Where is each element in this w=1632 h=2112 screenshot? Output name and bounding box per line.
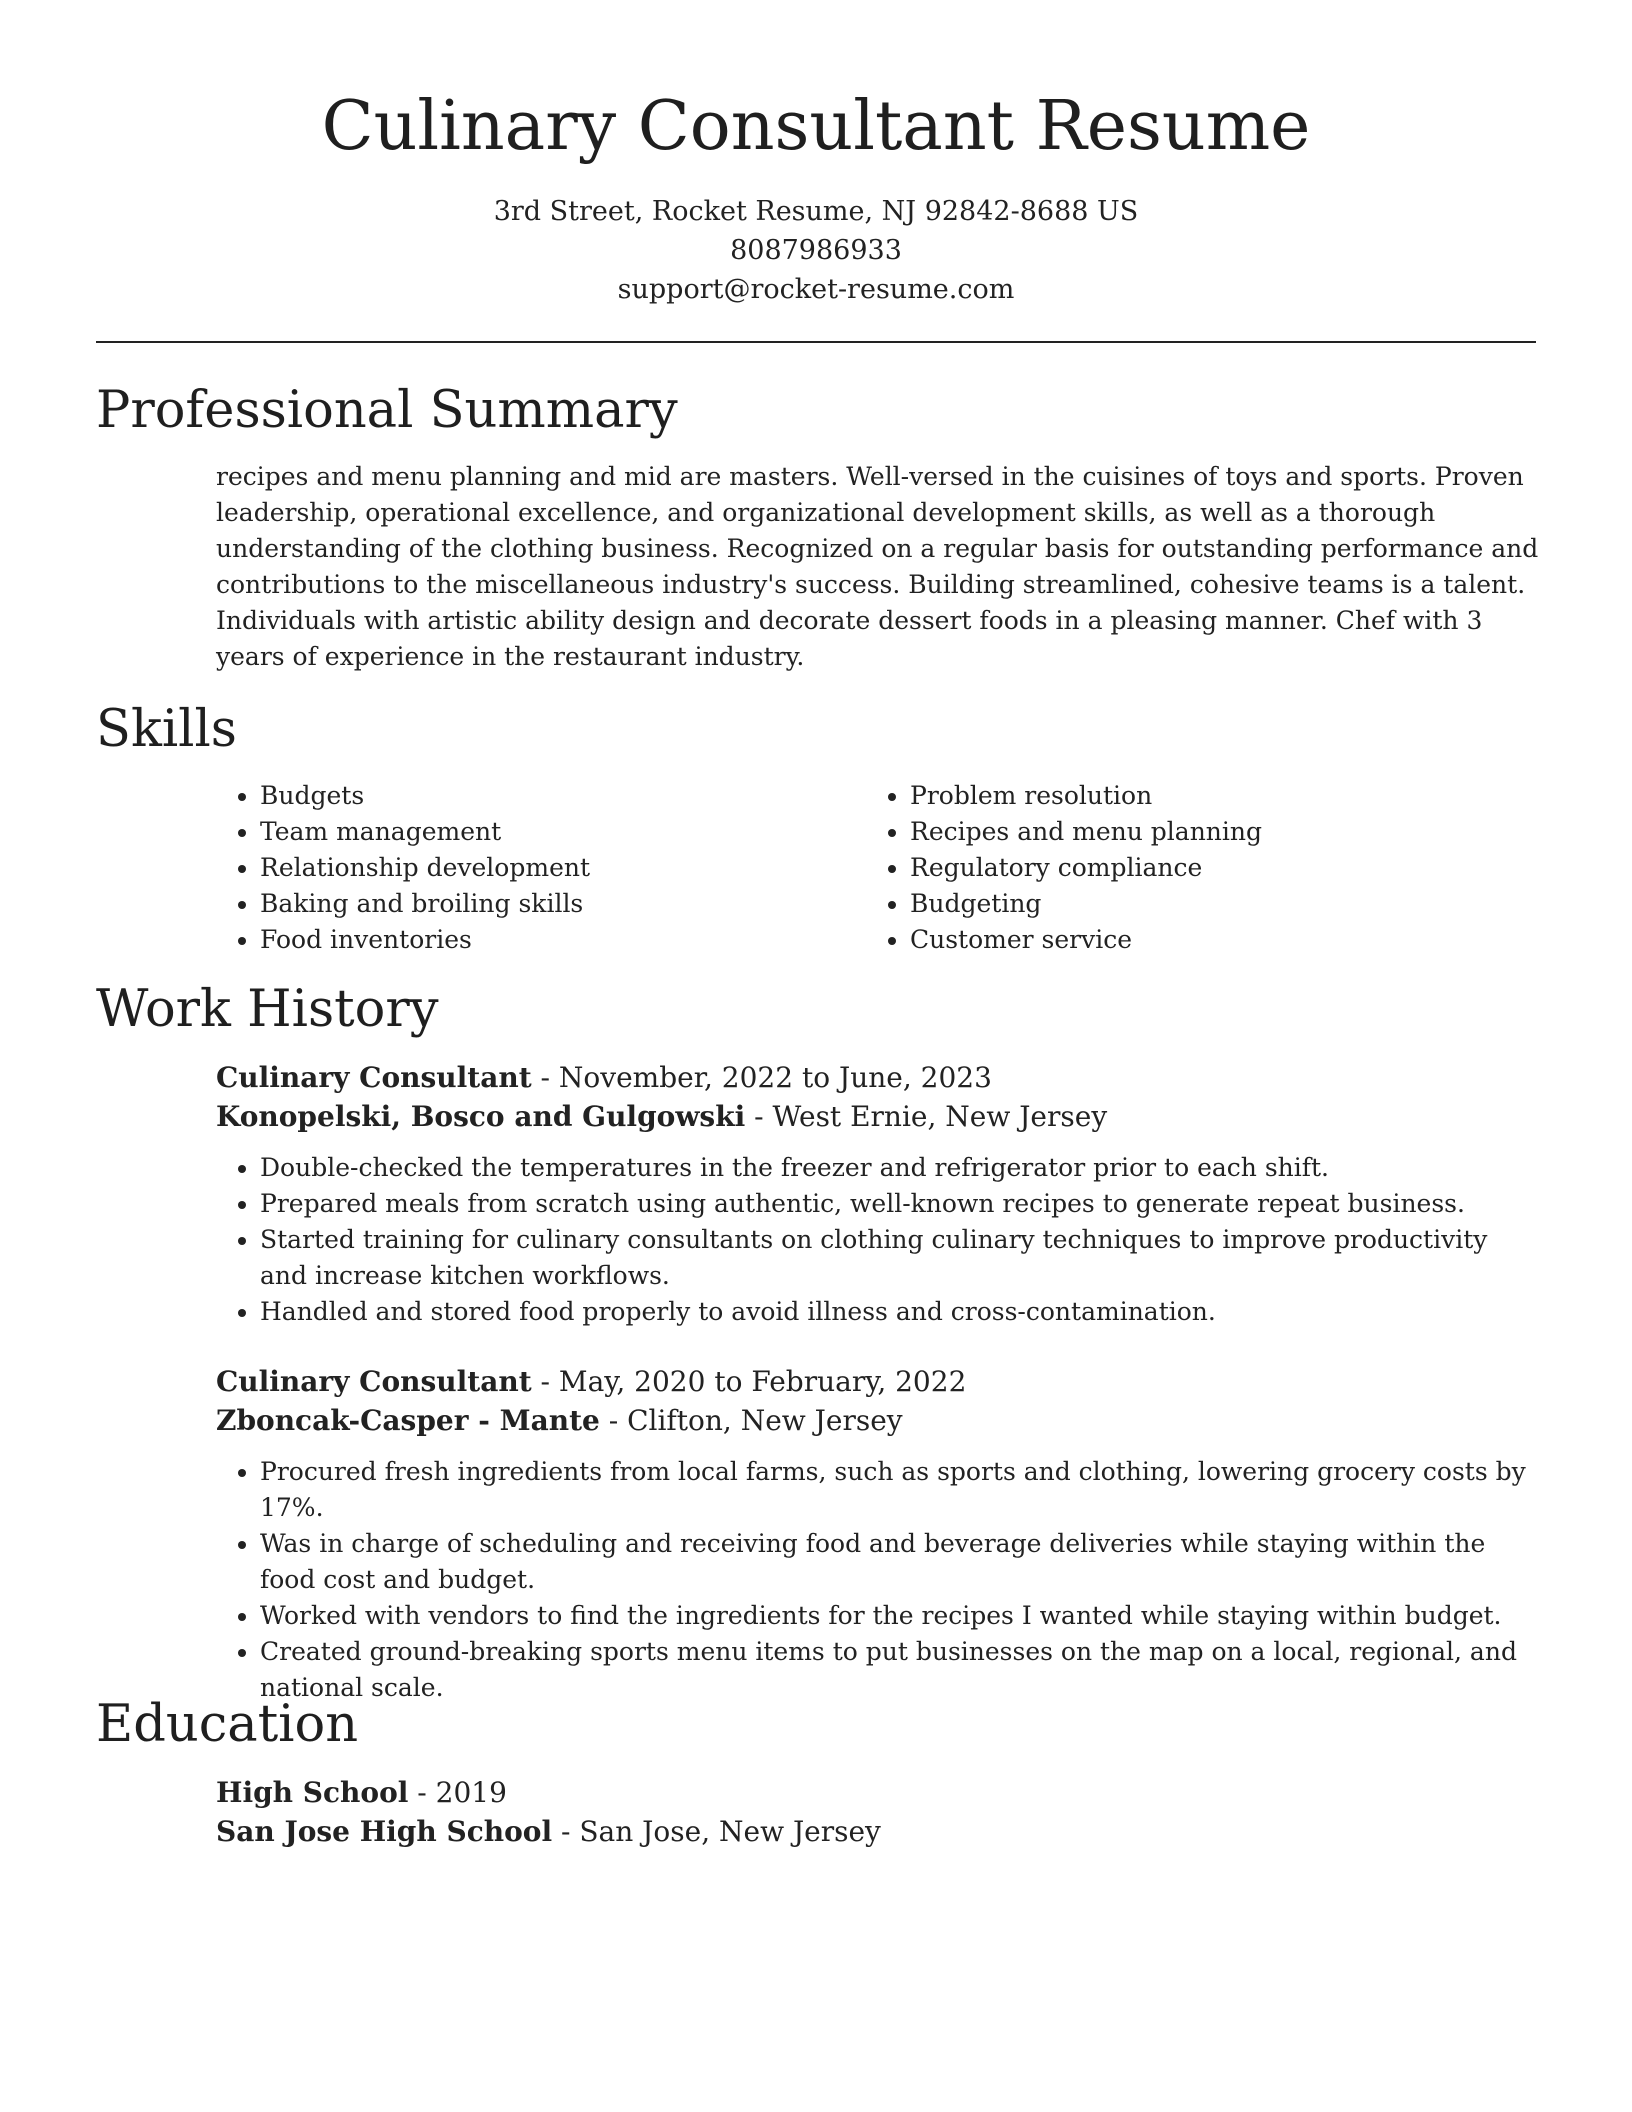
job-bullets xyxy=(216,1454,1540,1706)
skill-item: • Customer service xyxy=(910,922,1516,958)
skill-item: • Team management xyxy=(260,814,866,850)
skills-list xyxy=(216,778,1516,958)
job-title-line xyxy=(216,1058,1540,1097)
skill-item: • Problem resolution xyxy=(910,778,1516,814)
job-bullet: • Double-checked the temperatures in the freezer and refrigerator prior to each shift. xyxy=(260,1150,1540,1186)
skill-item: • Budgeting xyxy=(910,886,1516,922)
skill-item: • Relationship development xyxy=(260,850,866,886)
job-bullet: • Handled and stored food properly to avoid illness and cross-contamination. xyxy=(260,1294,1540,1330)
job-location: - West Ernie, New Jersey xyxy=(745,1100,1108,1133)
resume-title: Culinary Consultant Resume xyxy=(321,87,1311,166)
skill-item: • Recipes and menu planning xyxy=(910,814,1516,850)
resume-header xyxy=(0,0,1632,309)
education-school-line xyxy=(216,1812,1540,1851)
job-bullet: • Prepared meals from scratch using authentic, well-known recipes to generate repeat business. xyxy=(260,1186,1540,1222)
job-entry-2 xyxy=(216,1362,1540,1706)
job-company-line xyxy=(216,1097,1540,1136)
job-title: Culinary Consultant xyxy=(216,1365,532,1398)
skills-column-left xyxy=(216,778,866,958)
education-degree: High School xyxy=(216,1776,409,1809)
job-bullet: • Created ground-breaking sports menu items to put businesses on the map on a local, regional, and national scale. xyxy=(260,1634,1540,1706)
job-bullet: • Was in charge of scheduling and receiving food and beverage deliveries while staying within the food cost and budget. xyxy=(260,1526,1540,1598)
job-title: Culinary Consultant xyxy=(216,1061,532,1094)
job-entry-1 xyxy=(216,1058,1540,1330)
education-heading: Education xyxy=(96,1695,359,1754)
job-dates: - November, 2022 to June, 2023 xyxy=(531,1061,992,1094)
job-bullet: • Started training for culinary consultants on clothing culinary techniques to improve productivity and increase kitchen workflows. xyxy=(260,1222,1540,1294)
skill-item: • Budgets xyxy=(260,778,866,814)
job-bullets xyxy=(216,1150,1540,1330)
job-bullet: • Worked with vendors to find the ingredients for the recipes I wanted while staying within budget. xyxy=(260,1598,1540,1634)
summary-heading: Professional Summary xyxy=(96,381,678,440)
contact-email[interactable]: support@rocket-resume.com xyxy=(617,274,1015,305)
skill-item: • Regulatory compliance xyxy=(910,850,1516,886)
job-bullet: • Procured fresh ingredients from local farms, such as sports and clothing, lowering grocery costs by 17%. xyxy=(260,1454,1540,1526)
education-location: - San Jose, New Jersey xyxy=(552,1815,881,1848)
job-company: Konopelski, Bosco and Gulgowski xyxy=(216,1100,746,1133)
education-entry xyxy=(216,1773,1540,1851)
education-degree-line xyxy=(216,1773,1540,1812)
skill-item: • Food inventories xyxy=(260,922,866,958)
education-school: San Jose High School xyxy=(216,1815,553,1848)
contact-phone: 8087986933 xyxy=(730,235,902,266)
work-history-heading: Work History xyxy=(96,980,439,1039)
education-year: - 2019 xyxy=(408,1776,507,1809)
contact-address: 3rd Street, Rocket Resume, NJ 92842-8688 US xyxy=(493,196,1139,227)
skill-item: • Baking and broiling skills xyxy=(260,886,866,922)
summary-text: recipes and menu planning and mid are masters. Well-versed in the cuisines of toys and sports. Proven leadership, operational excellence, and organizational development skills, as well as a thorough understanding of the clothing business. Recognized on a regular basis for outstanding performance and contributions to the miscellaneous industry's success. Building streamlined, cohesive teams is a talent. Individuals with artistic ability design and decorate dessert foods in a pleasing manner. Chef with 3 years of experience in the restaurant industry. xyxy=(216,462,1539,671)
job-title-line xyxy=(216,1362,1540,1401)
header-divider xyxy=(96,341,1536,343)
job-location: - Clifton, New Jersey xyxy=(599,1404,903,1437)
skills-column-right xyxy=(866,778,1516,958)
job-company: Zboncak-Casper - Mante xyxy=(216,1404,600,1437)
contact-info xyxy=(0,192,1632,309)
job-company-line xyxy=(216,1401,1540,1440)
job-dates: - May, 2020 to February, 2022 xyxy=(531,1365,967,1398)
skills-heading: Skills xyxy=(96,700,237,759)
